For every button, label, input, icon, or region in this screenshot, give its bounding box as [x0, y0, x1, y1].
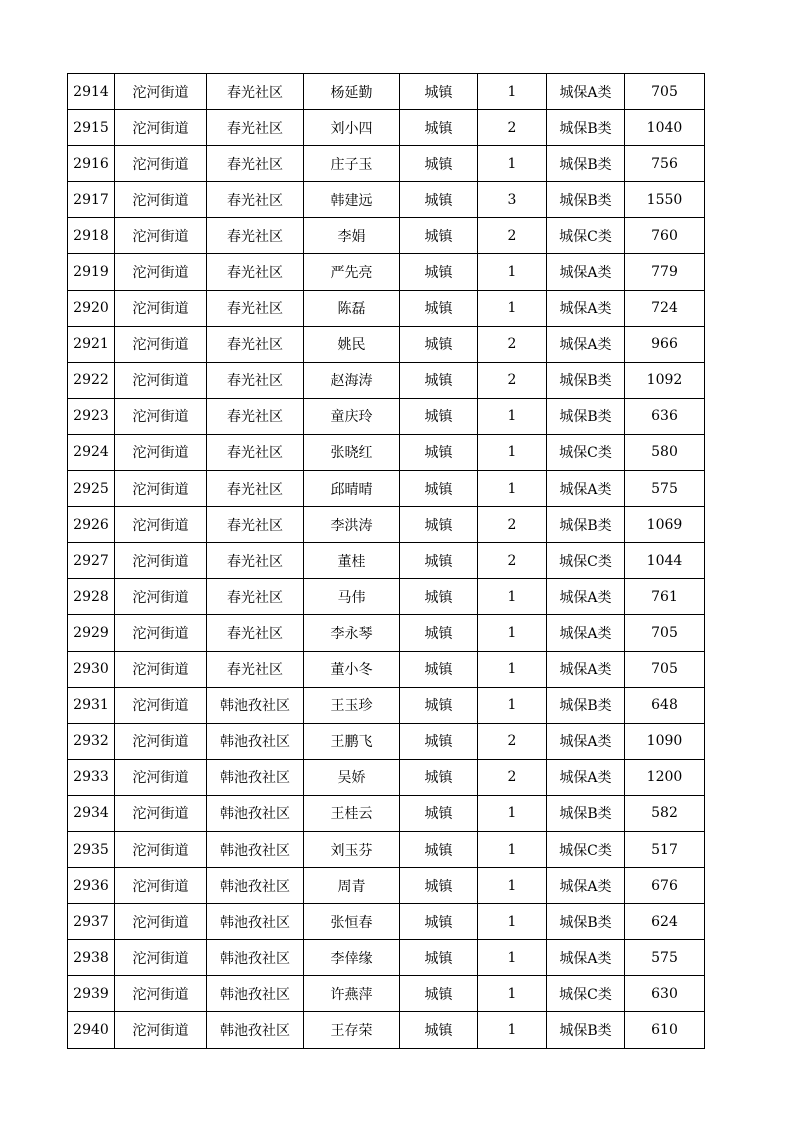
table-row — [68, 471, 705, 507]
category-cell: 城保C类 — [547, 543, 625, 579]
household-size-cell: 1 — [478, 254, 547, 290]
community-cell: 春光社区 — [207, 615, 304, 651]
community-cell: 春光社区 — [207, 290, 304, 326]
serial-number-cell: 2923 — [68, 398, 115, 434]
amount-cell: 756 — [625, 146, 705, 182]
serial-number-cell: 2914 — [68, 74, 115, 110]
street-cell: 沱河街道 — [115, 795, 207, 831]
serial-number-cell: 2938 — [68, 940, 115, 976]
community-cell: 春光社区 — [207, 579, 304, 615]
table-row — [68, 868, 705, 904]
serial-number-cell: 2931 — [68, 687, 115, 723]
amount-cell: 610 — [625, 1012, 705, 1048]
amount-cell: 705 — [625, 74, 705, 110]
area-type-cell: 城镇 — [400, 759, 478, 795]
area-type-cell: 城镇 — [400, 507, 478, 543]
street-cell: 沱河街道 — [115, 254, 207, 290]
street-cell: 沱河街道 — [115, 290, 207, 326]
household-size-cell: 2 — [478, 507, 547, 543]
community-cell: 韩池孜社区 — [207, 795, 304, 831]
amount-cell: 1200 — [625, 759, 705, 795]
amount-cell: 676 — [625, 868, 705, 904]
category-cell: 城保B类 — [547, 182, 625, 218]
table-row — [68, 182, 705, 218]
category-cell: 城保A类 — [547, 254, 625, 290]
name-cell: 赵海涛 — [304, 362, 400, 398]
household-size-cell: 1 — [478, 615, 547, 651]
area-type-cell: 城镇 — [400, 1012, 478, 1048]
area-type-cell: 城镇 — [400, 651, 478, 687]
household-size-cell: 1 — [478, 940, 547, 976]
community-cell: 春光社区 — [207, 398, 304, 434]
area-type-cell: 城镇 — [400, 723, 478, 759]
area-type-cell: 城镇 — [400, 326, 478, 362]
household-size-cell: 1 — [478, 146, 547, 182]
amount-cell: 1092 — [625, 362, 705, 398]
name-cell: 陈磊 — [304, 290, 400, 326]
name-cell: 董小冬 — [304, 651, 400, 687]
serial-number-cell: 2919 — [68, 254, 115, 290]
street-cell: 沱河街道 — [115, 362, 207, 398]
amount-cell: 582 — [625, 795, 705, 831]
street-cell: 沱河街道 — [115, 687, 207, 723]
table-row — [68, 759, 705, 795]
amount-cell: 705 — [625, 615, 705, 651]
street-cell: 沱河街道 — [115, 615, 207, 651]
street-cell: 沱河街道 — [115, 507, 207, 543]
table-row — [68, 146, 705, 182]
area-type-cell: 城镇 — [400, 543, 478, 579]
household-size-cell: 1 — [478, 74, 547, 110]
category-cell: 城保B类 — [547, 1012, 625, 1048]
area-type-cell: 城镇 — [400, 362, 478, 398]
serial-number-cell: 2921 — [68, 326, 115, 362]
amount-cell: 1069 — [625, 507, 705, 543]
community-cell: 春光社区 — [207, 543, 304, 579]
serial-number-cell: 2937 — [68, 904, 115, 940]
amount-cell: 966 — [625, 326, 705, 362]
serial-number-cell: 2927 — [68, 543, 115, 579]
table-row — [68, 362, 705, 398]
table-row — [68, 687, 705, 723]
serial-number-cell: 2917 — [68, 182, 115, 218]
table-row — [68, 218, 705, 254]
street-cell: 沱河街道 — [115, 723, 207, 759]
table-row — [68, 651, 705, 687]
name-cell: 马伟 — [304, 579, 400, 615]
serial-number-cell: 2925 — [68, 471, 115, 507]
table-row — [68, 543, 705, 579]
name-cell: 周青 — [304, 868, 400, 904]
category-cell: 城保A类 — [547, 651, 625, 687]
amount-cell: 575 — [625, 940, 705, 976]
table-row — [68, 723, 705, 759]
household-size-cell: 1 — [478, 831, 547, 867]
category-cell: 城保A类 — [547, 723, 625, 759]
category-cell: 城保B类 — [547, 146, 625, 182]
area-type-cell: 城镇 — [400, 398, 478, 434]
household-size-cell: 2 — [478, 110, 547, 146]
name-cell: 张晓红 — [304, 434, 400, 470]
amount-cell: 761 — [625, 579, 705, 615]
serial-number-cell: 2922 — [68, 362, 115, 398]
street-cell: 沱河街道 — [115, 1012, 207, 1048]
household-size-cell: 1 — [478, 651, 547, 687]
serial-number-cell: 2920 — [68, 290, 115, 326]
name-cell: 吴娇 — [304, 759, 400, 795]
table-row — [68, 434, 705, 470]
area-type-cell: 城镇 — [400, 904, 478, 940]
name-cell: 邱晴晴 — [304, 471, 400, 507]
amount-cell: 705 — [625, 651, 705, 687]
street-cell: 沱河街道 — [115, 74, 207, 110]
table-row — [68, 940, 705, 976]
community-cell: 韩池孜社区 — [207, 976, 304, 1012]
street-cell: 沱河街道 — [115, 759, 207, 795]
amount-cell: 1044 — [625, 543, 705, 579]
name-cell: 王桂云 — [304, 795, 400, 831]
household-size-cell: 1 — [478, 795, 547, 831]
community-cell: 春光社区 — [207, 507, 304, 543]
name-cell: 张恒春 — [304, 904, 400, 940]
area-type-cell: 城镇 — [400, 579, 478, 615]
table-row — [68, 398, 705, 434]
community-cell: 春光社区 — [207, 110, 304, 146]
name-cell: 严先亮 — [304, 254, 400, 290]
community-cell: 春光社区 — [207, 434, 304, 470]
community-cell: 春光社区 — [207, 254, 304, 290]
serial-number-cell: 2924 — [68, 434, 115, 470]
household-size-cell: 1 — [478, 290, 547, 326]
name-cell: 杨延勤 — [304, 74, 400, 110]
community-cell: 春光社区 — [207, 326, 304, 362]
table-row — [68, 615, 705, 651]
community-cell: 春光社区 — [207, 74, 304, 110]
street-cell: 沱河街道 — [115, 182, 207, 218]
serial-number-cell: 2930 — [68, 651, 115, 687]
amount-cell: 630 — [625, 976, 705, 1012]
category-cell: 城保B类 — [547, 795, 625, 831]
amount-cell: 724 — [625, 290, 705, 326]
table-row — [68, 290, 705, 326]
household-size-cell: 2 — [478, 543, 547, 579]
street-cell: 沱河街道 — [115, 868, 207, 904]
street-cell: 沱河街道 — [115, 831, 207, 867]
category-cell: 城保B类 — [547, 507, 625, 543]
community-cell: 春光社区 — [207, 471, 304, 507]
serial-number-cell: 2932 — [68, 723, 115, 759]
area-type-cell: 城镇 — [400, 795, 478, 831]
category-cell: 城保B类 — [547, 362, 625, 398]
category-cell: 城保A类 — [547, 74, 625, 110]
name-cell: 庄子玉 — [304, 146, 400, 182]
household-size-cell: 1 — [478, 434, 547, 470]
street-cell: 沱河街道 — [115, 471, 207, 507]
table-row — [68, 831, 705, 867]
household-size-cell: 2 — [478, 723, 547, 759]
amount-cell: 624 — [625, 904, 705, 940]
name-cell: 童庆玲 — [304, 398, 400, 434]
area-type-cell: 城镇 — [400, 831, 478, 867]
category-cell: 城保A类 — [547, 868, 625, 904]
community-cell: 韩池孜社区 — [207, 759, 304, 795]
community-cell: 春光社区 — [207, 362, 304, 398]
household-size-cell: 3 — [478, 182, 547, 218]
street-cell: 沱河街道 — [115, 434, 207, 470]
category-cell: 城保C类 — [547, 976, 625, 1012]
amount-cell: 636 — [625, 398, 705, 434]
area-type-cell: 城镇 — [400, 146, 478, 182]
community-cell: 韩池孜社区 — [207, 831, 304, 867]
table-row — [68, 904, 705, 940]
household-size-cell: 2 — [478, 326, 547, 362]
name-cell: 姚民 — [304, 326, 400, 362]
serial-number-cell: 2918 — [68, 218, 115, 254]
community-cell: 春光社区 — [207, 182, 304, 218]
community-cell: 韩池孜社区 — [207, 1012, 304, 1048]
area-type-cell: 城镇 — [400, 434, 478, 470]
area-type-cell: 城镇 — [400, 218, 478, 254]
serial-number-cell: 2929 — [68, 615, 115, 651]
category-cell: 城保C类 — [547, 831, 625, 867]
table-row — [68, 795, 705, 831]
household-size-cell: 1 — [478, 904, 547, 940]
name-cell: 刘小四 — [304, 110, 400, 146]
street-cell: 沱河街道 — [115, 218, 207, 254]
serial-number-cell: 2916 — [68, 146, 115, 182]
street-cell: 沱河街道 — [115, 940, 207, 976]
household-size-cell: 1 — [478, 1012, 547, 1048]
area-type-cell: 城镇 — [400, 976, 478, 1012]
category-cell: 城保A类 — [547, 615, 625, 651]
name-cell: 李洪涛 — [304, 507, 400, 543]
serial-number-cell: 2934 — [68, 795, 115, 831]
household-size-cell: 2 — [478, 218, 547, 254]
household-size-cell: 1 — [478, 868, 547, 904]
street-cell: 沱河街道 — [115, 543, 207, 579]
street-cell: 沱河街道 — [115, 579, 207, 615]
amount-cell: 1040 — [625, 110, 705, 146]
amount-cell: 1090 — [625, 723, 705, 759]
community-cell: 春光社区 — [207, 146, 304, 182]
household-size-cell: 2 — [478, 362, 547, 398]
household-size-cell: 1 — [478, 976, 547, 1012]
name-cell: 王鹏飞 — [304, 723, 400, 759]
name-cell: 许燕萍 — [304, 976, 400, 1012]
community-cell: 韩池孜社区 — [207, 940, 304, 976]
area-type-cell: 城镇 — [400, 182, 478, 218]
amount-cell: 580 — [625, 434, 705, 470]
area-type-cell: 城镇 — [400, 254, 478, 290]
area-type-cell: 城镇 — [400, 471, 478, 507]
household-size-cell: 1 — [478, 579, 547, 615]
household-size-cell: 1 — [478, 398, 547, 434]
area-type-cell: 城镇 — [400, 615, 478, 651]
amount-cell: 1550 — [625, 182, 705, 218]
serial-number-cell: 2933 — [68, 759, 115, 795]
category-cell: 城保C类 — [547, 434, 625, 470]
category-cell: 城保A类 — [547, 940, 625, 976]
table-row — [68, 976, 705, 1012]
street-cell: 沱河街道 — [115, 398, 207, 434]
serial-number-cell: 2936 — [68, 868, 115, 904]
serial-number-cell: 2939 — [68, 976, 115, 1012]
community-cell: 韩池孜社区 — [207, 723, 304, 759]
amount-cell: 760 — [625, 218, 705, 254]
amount-cell: 575 — [625, 471, 705, 507]
name-cell: 董桂 — [304, 543, 400, 579]
name-cell: 李永琴 — [304, 615, 400, 651]
category-cell: 城保B类 — [547, 110, 625, 146]
name-cell: 王存荣 — [304, 1012, 400, 1048]
category-cell: 城保B类 — [547, 904, 625, 940]
amount-cell: 517 — [625, 831, 705, 867]
amount-cell: 648 — [625, 687, 705, 723]
serial-number-cell: 2935 — [68, 831, 115, 867]
area-type-cell: 城镇 — [400, 74, 478, 110]
category-cell: 城保A类 — [547, 759, 625, 795]
category-cell: 城保B类 — [547, 687, 625, 723]
street-cell: 沱河街道 — [115, 976, 207, 1012]
community-cell: 韩池孜社区 — [207, 687, 304, 723]
community-cell: 春光社区 — [207, 651, 304, 687]
amount-cell: 779 — [625, 254, 705, 290]
table-row — [68, 1012, 705, 1048]
household-size-cell: 1 — [478, 687, 547, 723]
roster-table-body — [68, 74, 705, 1049]
street-cell: 沱河街道 — [115, 110, 207, 146]
table-row — [68, 579, 705, 615]
community-cell: 韩池孜社区 — [207, 904, 304, 940]
street-cell: 沱河街道 — [115, 146, 207, 182]
street-cell: 沱河街道 — [115, 651, 207, 687]
household-size-cell: 1 — [478, 471, 547, 507]
community-cell: 韩池孜社区 — [207, 868, 304, 904]
table-row — [68, 507, 705, 543]
table-row — [68, 74, 705, 110]
name-cell: 韩建远 — [304, 182, 400, 218]
category-cell: 城保C类 — [547, 218, 625, 254]
street-cell: 沱河街道 — [115, 326, 207, 362]
table-row — [68, 254, 705, 290]
name-cell: 刘玉芬 — [304, 831, 400, 867]
table-row — [68, 110, 705, 146]
name-cell: 王玉珍 — [304, 687, 400, 723]
roster-table — [67, 73, 705, 1049]
street-cell: 沱河街道 — [115, 904, 207, 940]
table-row — [68, 326, 705, 362]
category-cell: 城保A类 — [547, 290, 625, 326]
serial-number-cell: 2940 — [68, 1012, 115, 1048]
area-type-cell: 城镇 — [400, 110, 478, 146]
category-cell: 城保A类 — [547, 579, 625, 615]
area-type-cell: 城镇 — [400, 940, 478, 976]
serial-number-cell: 2915 — [68, 110, 115, 146]
category-cell: 城保A类 — [547, 471, 625, 507]
area-type-cell: 城镇 — [400, 290, 478, 326]
name-cell: 李娟 — [304, 218, 400, 254]
household-size-cell: 2 — [478, 759, 547, 795]
serial-number-cell: 2928 — [68, 579, 115, 615]
category-cell: 城保B类 — [547, 398, 625, 434]
area-type-cell: 城镇 — [400, 687, 478, 723]
serial-number-cell: 2926 — [68, 507, 115, 543]
category-cell: 城保A类 — [547, 326, 625, 362]
area-type-cell: 城镇 — [400, 868, 478, 904]
community-cell: 春光社区 — [207, 218, 304, 254]
name-cell: 李倖缘 — [304, 940, 400, 976]
